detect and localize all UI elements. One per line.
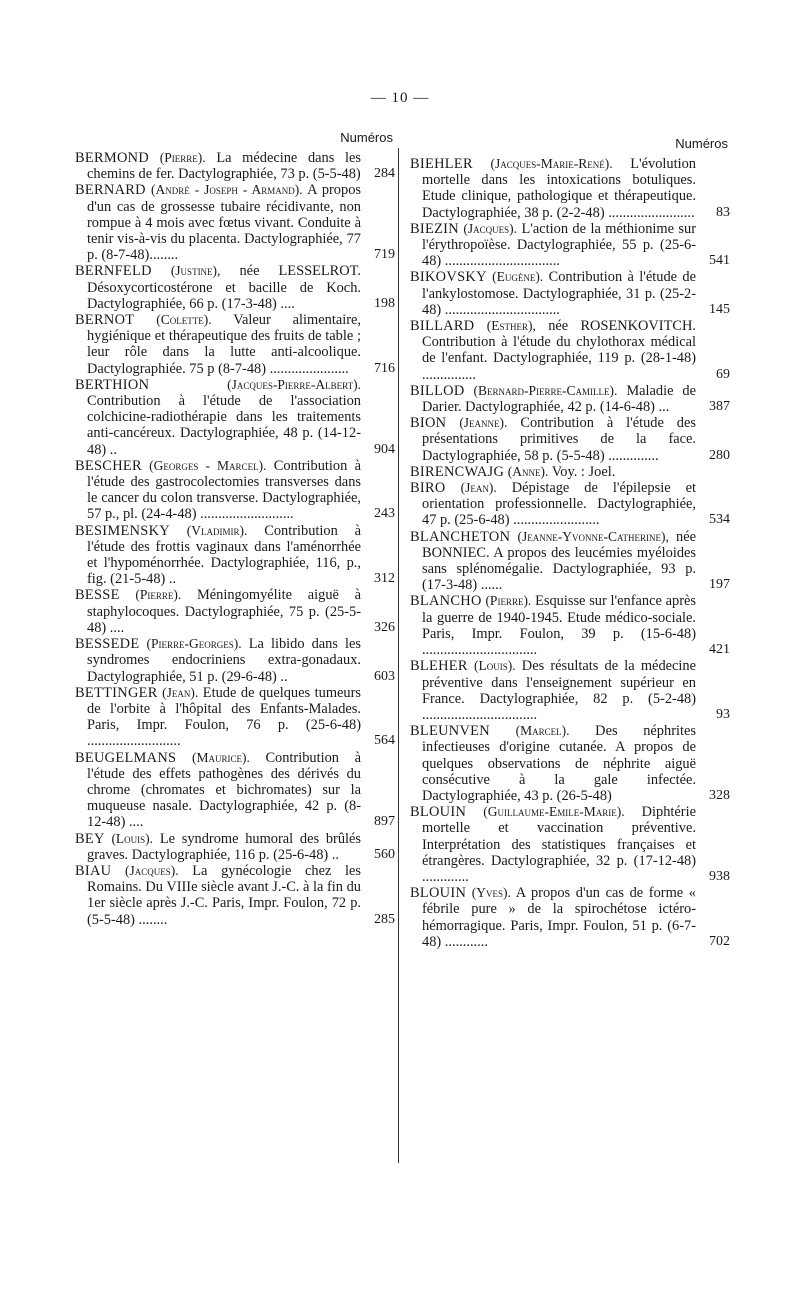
entry-description: Contribution à l'étude des frottis vaginaux dans l'aménorrhée et l'hypoménorrhée. Dactylographiée, 116, p., fig. (21-5-48) .. [87,522,361,588]
entry-description: Etude de quelques tumeurs de l'orbite à l'hôpital des Enfants-Malades. Paris, Impr. Foulon, 76 p. (25-6-48) .......................... [87,684,361,750]
bibliography-entry [410,885,730,950]
entry-number: 243 [374,506,395,522]
entry-number: 560 [374,846,395,862]
bibliography-entry [410,464,730,480]
author-surname: BERNARD [75,182,146,199]
bibliography-entry [410,269,730,318]
entry-description: Des résultats de la médecine préventive dans l'enseignement supérieur en France. Dactylographiée, 82 p. (5-2-48) ................................ [422,658,696,723]
author-surname: BLANCHETON [410,528,511,545]
entry-number: 69 [716,366,730,382]
entry-description: Contribution à l'étude de l'ankylostomose. Dactylographiée, 31 p. (25-2-48) ................................ [422,269,696,318]
author-surname: BERTHION [75,376,150,393]
entry-number: 312 [374,571,395,587]
bibliography-entry [410,383,730,415]
entry-number: 285 [374,911,395,927]
entry-description: A propos d'un cas de forme « fébrile pure » de la spirochétose ictéro-hémorragique. Paris, Impr. Foulon, 51 p. (6-7-48) ............ [422,885,696,950]
author-surname: BIEZIN [410,220,459,237]
entry-number: 534 [709,512,730,528]
author-given-names: (Jean). [162,684,199,700]
author-surname: BETTINGER [75,684,158,701]
author-given-names: (Jeanne-Yvonne-Catherine), [517,528,669,544]
author-given-names: (Jacques). [125,862,179,878]
entry-description: L'action de la méthionime sur l'érythropoïèse. Dactylographiée, 55 p. (25-6-48) ................................ [422,220,697,270]
bibliography-entry [75,863,395,928]
author-given-names: (Louis). [111,830,154,846]
author-surname: BESSEDE [75,636,140,653]
author-given-names: (Georges - Marcel). [149,457,267,473]
author-surname: BILLARD [410,318,475,335]
bibliography-entry [75,377,395,458]
bibliography-entry [75,587,395,636]
bibliography-entry [410,658,730,723]
entry-number: 284 [374,166,395,182]
entry-number: 197 [709,577,730,593]
entry-description: Contribution à l'étude des gastrocolectomies transverses dans le cancer du colon transverse. Dactylographiée, 57 p., pl. (24-4-48) .......................... [87,457,361,523]
entry-number: 83 [716,204,730,220]
column-divider [398,148,399,1163]
author-surname: BERNFELD [75,263,152,280]
entry-description: La libido dans les syndromes endocriniens extra-gonadaux. Dactylographiée, 51 p. (29-6-48) .. [87,636,361,685]
bibliography-entry [410,156,730,221]
entry-number: 564 [374,733,395,749]
author-surname: BERNOT [75,312,135,329]
author-given-names: (Jacques-Marie-René). [490,156,613,171]
entry-description: née LESSELROT. Désoxycorticostérone et bacille de Koch. Dactylographiée, 66 p. (17-3-48) .... [87,263,361,312]
author-surname: BLOUIN [410,885,467,902]
author-surname: BILLOD [410,382,465,399]
entry-number: 326 [374,619,395,635]
entry-number: 421 [709,642,730,658]
author-given-names: (Maurice). [191,749,250,765]
entry-description: Voy. : Joel. [551,463,616,480]
entry-description: Maladie de Darier. Dactylographiée, 42 p. (14-6-48) ... [422,382,696,416]
page-number: — 10 — [370,90,430,106]
author-surname: BEUGELMANS [75,749,177,766]
entry-description: Des néphrites infectieuses d'origine cutanée. A propos de quelques observations de néphrite aiguë consécutive à la gale infectée. Dactylographiée, 43 p. (26-5-48) [422,723,696,804]
author-surname: BIRO [410,480,446,497]
author-given-names: (Jacques). [463,220,518,236]
entry-number: 938 [709,868,730,884]
author-given-names: (Pierre-Georges). [146,636,242,652]
author-surname: BLEHER [410,658,468,675]
bibliography-entry [75,312,395,377]
bibliography-entry [410,415,730,464]
author-surname: BESCHER [75,457,142,474]
entry-description: Dépistage de l'épilepsie et orientation professionnelle. Dactylographiée, 47 p. (25-6-48) ........................ [422,480,697,529]
numeros-header-left: Numéros [340,130,393,145]
author-given-names: (Pierre). [485,593,532,609]
bibliography-entry [75,685,395,750]
entry-description: Contribution à l'étude des présentations primitives de la face. Dactylographiée, 58 p. (5-5-48) .............. [422,415,696,464]
bibliography-entry [410,723,730,804]
numeros-header-right: Numéros [675,136,728,151]
entry-description: L'évolution mortelle dans les intoxications botuliques. Etude clinique, pathologique et thérapeutique. Dactylographiée, 38 p. (2-2-48) ........................ [422,156,696,221]
entry-description: Méningomyélite aiguë à staphylocoques. Dactylographiée, 75 p. (25-5-48) .... [87,587,361,636]
author-given-names: (Colette). [156,312,212,328]
entry-description: Diphtérie mortelle et vaccination préventive. Interprétation des statistiques françaises et étrangères. Dactylographiée, 32 p. (17-12-48) ............. [422,804,696,885]
author-given-names: (Pierre). [159,150,206,165]
author-surname: BESIMENSKY [75,522,170,539]
entry-number: 145 [709,301,730,317]
entry-number: 904 [374,441,395,457]
bibliography-entry [75,263,395,312]
bibliography-entry [410,804,730,885]
entry-description: Le syndrome humoral des brûlés graves. Dactylographiée, 116 p. (25-6-48) .. [87,830,361,863]
bibliography-entry [75,523,395,588]
right-column [410,130,730,950]
author-given-names: (Yves). [471,885,511,901]
author-given-names: (Louis). [473,658,516,674]
entry-number: 716 [374,360,395,376]
entry-number: 93 [716,706,730,722]
author-given-names: (Jeanne). [459,415,508,431]
bibliography-entry [410,318,730,383]
entry-description: Valeur alimentaire, hygiénique et thérapeutique des fruits de table ; leur rôle dans la lutte anti-alcoolique. Dactylographiée. 75 p (8-7-48) ...................... [87,312,361,377]
entry-description: La gynécologie chez les Romains. Du VIIIe siècle avant J.-C. à la fin du 1er siècle après J.-C. Paris, Impr. Foulon, 72 p. (5-5-48) ........ [87,862,361,928]
author-given-names: (Guillaume-Emile-Marie). [483,804,625,820]
author-surname: BESSE [75,587,120,604]
author-given-names: (Jacques-Pierre-Albert). [227,376,361,392]
entry-description: Contribution à l'étude de l'association colchicine-radiothérapie dans les traitements anti-cancéreux. Dactylographiée, 48 p. (14-12-48) .. [87,393,361,458]
entry-number: 897 [374,814,395,830]
author-surname: BIAU [75,862,112,879]
bibliography-entry [75,150,395,182]
author-given-names: (Vladimir). [186,522,248,538]
bibliography-entry [75,636,395,685]
entry-description: Contribution à l'étude des effets pathogènes des dérivés du chrome (chromates et bichromates) sur la muqueuse nasale. Dactylographiée, 42 p. (8-12-48) .... [87,749,361,831]
author-given-names: (Justine), [170,263,221,279]
bibliography-entry [410,480,730,529]
entry-description: née ROSENKOVITCH. Contribution à l'étude du chylothorax médical de l'enfant. Dactylographiée, 119 p. (28-1-48) ............... [422,318,696,383]
bibliography-entry [75,750,395,831]
entry-description: La médecine dans les chemins de fer. Dactylographiée, 73 p. (5-5-48) [87,150,362,183]
entry-description: née BONNIEC. A propos des leucémies myéloides sans splénomégalie. Dactylographiée, 93 p. (17-3-48) ...... [422,528,696,594]
author-surname: BIEHLER [410,156,473,172]
author-given-names: (Bernard-Pierre-Camille). [473,382,618,398]
author-given-names: (Anne). [507,463,549,479]
entry-number: 198 [374,295,395,311]
entry-number: 280 [709,447,730,463]
entry-description: Esquisse sur l'enfance après la guerre de 1940-1945. Etude médico-sociale. Paris, Impr. Foulon, 39 p. (15-6-48) ................................ [422,593,696,659]
author-surname: BEY [75,830,105,847]
entry-number: 702 [709,933,730,949]
author-surname: BION [410,415,447,432]
author-given-names: (André - Joseph - Armand). [151,182,303,198]
bibliography-entry [75,458,395,523]
bibliography-entry [410,221,730,270]
left-entries [75,150,395,928]
author-given-names: (Pierre). [135,587,182,603]
entry-number: 541 [709,253,730,269]
bibliography-entry [75,831,395,863]
bibliography-entry [410,593,730,658]
author-surname: BIKOVSKY [410,269,487,286]
author-surname: BLANCHO [410,593,482,610]
author-surname: BERMOND [75,150,150,166]
author-given-names: (Eugène). [492,269,544,285]
author-given-names: (Jean). [460,480,497,496]
left-column [75,130,395,928]
entry-number: 603 [374,668,395,684]
right-entries [410,156,730,950]
entry-number: 387 [709,399,730,415]
bibliography-entry [75,182,395,263]
author-given-names: (Marcel). [515,723,570,739]
author-surname: BIRENCWAJG [410,463,505,480]
entry-number: 328 [709,787,730,803]
entry-number: 719 [374,247,395,263]
author-surname: BLOUIN [410,804,467,821]
author-surname: BLEUNVEN [410,723,490,740]
entry-description: A propos d'un cas de grossesse tubaire récidivante, non rompue à 4 mois avec fœtus vivant. Conduite à tenir vis-à-vis du placenta. Dactylographiée, 77 p. (8-7-48)........ [87,182,361,264]
bibliography-entry [410,529,730,594]
author-given-names: (Esther), [486,318,536,334]
